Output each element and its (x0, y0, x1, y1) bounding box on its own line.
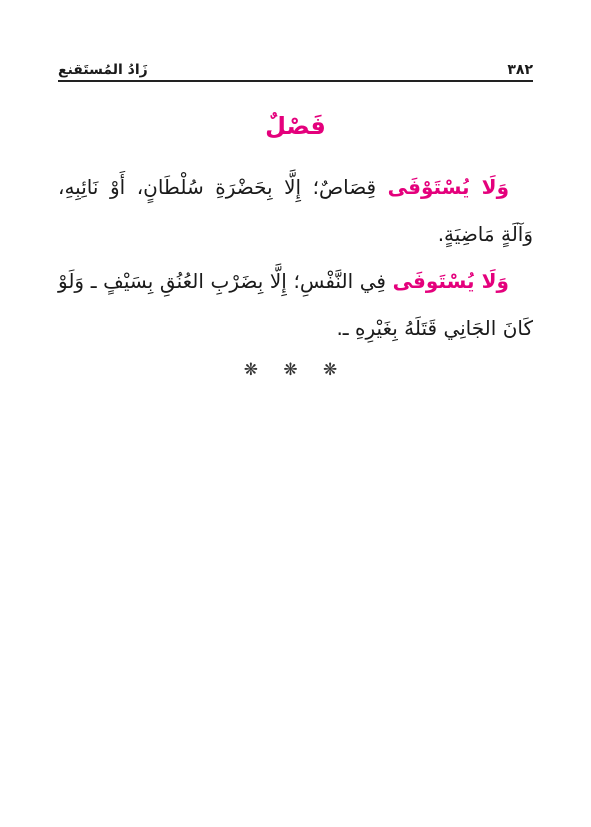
paragraph-1-highlight: وَلَا يُسْتَوْفَى (387, 175, 510, 199)
paragraph-2-text: فِي النَّفْسِ؛ إِلَّا بِضَرْبِ العُنُقِ بِسَيْفٍ ـ وَلَوْ كَانَ الجَانِي قَتَلَهُ بِغَيْرِهِ ـ. (58, 269, 533, 340)
page-number: ٣٨٢ (507, 62, 533, 78)
paragraph-1-text: قِصَاصٌ؛ إِلَّا بِحَضْرَةِ سُلْطَانٍ، أَوْ نَائِبِهِ، وَآلَةٍ مَاضِيَةٍ. (58, 175, 533, 246)
section-heading-text: فَصْلٌ (265, 112, 326, 140)
section-separator: ❋ ❋ ❋ (243, 360, 348, 380)
section-heading (58, 108, 533, 144)
page-header (58, 52, 533, 80)
paragraph-2-highlight: وَلَا يُسْتَوفَى (392, 269, 509, 293)
header-rule (58, 80, 533, 82)
paragraph-2 (58, 258, 533, 352)
paragraph-1 (58, 164, 533, 258)
running-title: زَادُ المُستَقنع (58, 62, 148, 78)
body-text (58, 164, 533, 352)
